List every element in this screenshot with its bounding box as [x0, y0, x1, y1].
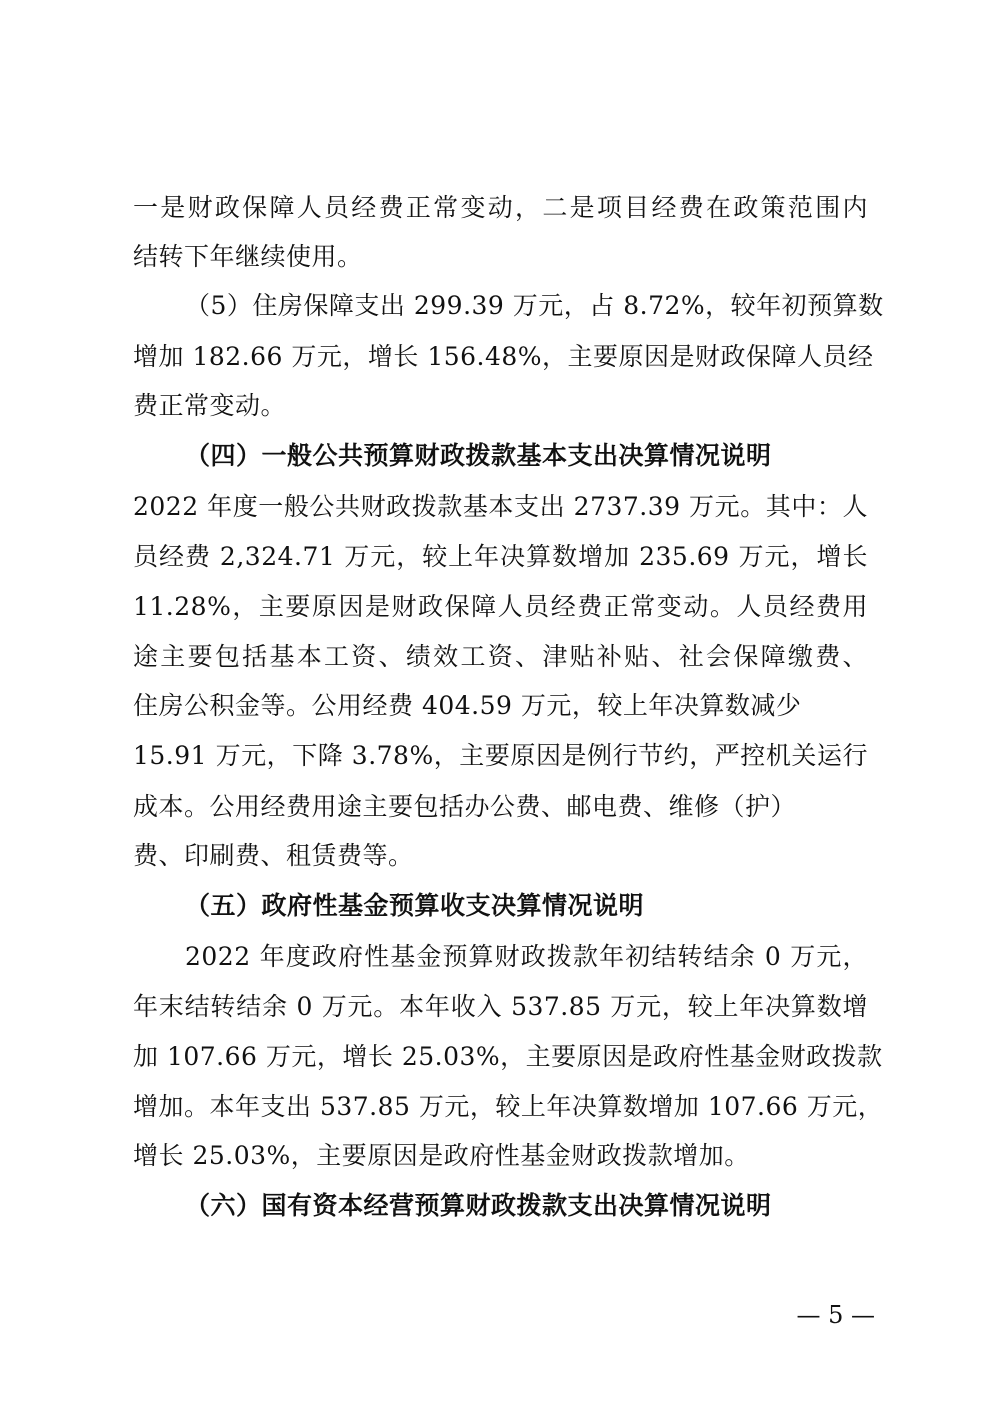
body-line-2: 结转下年继续使用。 [133, 242, 363, 271]
body-line-4: 增加 182.66 万元，增长 156.48%，主要原因是财政保障人员经 [133, 342, 874, 371]
body-line-5: 费正常变动。 [133, 391, 287, 420]
body-line-8: 员经费 2,324.71 万元，较上年决算数增加 235.69 万元，增长 [133, 542, 868, 571]
body-line-7: 2022 年度一般公共财政拨款基本支出 2737.39 万元。其中：人 [133, 492, 868, 521]
body-line-11: 住房公积金等。公用经费 404.59 万元，较上年决算数减少 [133, 691, 802, 720]
body-line-19: 增加。本年支出 537.85 万元，较上年决算数增加 107.66 万元， [133, 1092, 884, 1121]
body-line-1: 一是财政保障人员经费正常变动，二是项目经费在政策范围内 [133, 193, 868, 222]
section-heading-4: （四）一般公共预算财政拨款基本支出决算情况说明 [185, 441, 772, 470]
body-line-17: 年末结转结余 0 万元。本年收入 537.85 万元，较上年决算数增 [133, 992, 868, 1021]
body-line-12: 15.91 万元，下降 3.78%，主要原因是例行节约，严控机关运行 [133, 741, 868, 770]
body-line-20: 增长 25.03%，主要原因是政府性基金财政拨款增加。 [133, 1141, 750, 1170]
body-line-10: 途主要包括基本工资、绩效工资、津贴补贴、社会保障缴费、 [133, 642, 868, 671]
body-line-14: 费、印刷费、租赁费等。 [133, 841, 414, 870]
page-number: — 5 — [796, 1301, 875, 1329]
body-line-16: 2022 年度政府性基金预算财政拨款年初结转结余 0 万元， [185, 942, 868, 971]
body-line-13: 成本。公用经费用途主要包括办公费、邮电费、维修（护） [133, 792, 797, 821]
section-heading-5: （五）政府性基金预算收支决算情况说明 [185, 891, 645, 920]
body-line-3: （5）住房保障支出 299.39 万元，占 8.72%，较年初预算数 [185, 291, 884, 320]
body-line-18: 加 107.66 万元，增长 25.03%，主要原因是政府性基金财政拨款 [133, 1042, 883, 1071]
section-heading-6: （六）国有资本经营预算财政拨款支出决算情况说明 [185, 1191, 772, 1220]
body-line-9: 11.28%，主要原因是财政保障人员经费正常变动。人员经费用 [133, 592, 868, 621]
